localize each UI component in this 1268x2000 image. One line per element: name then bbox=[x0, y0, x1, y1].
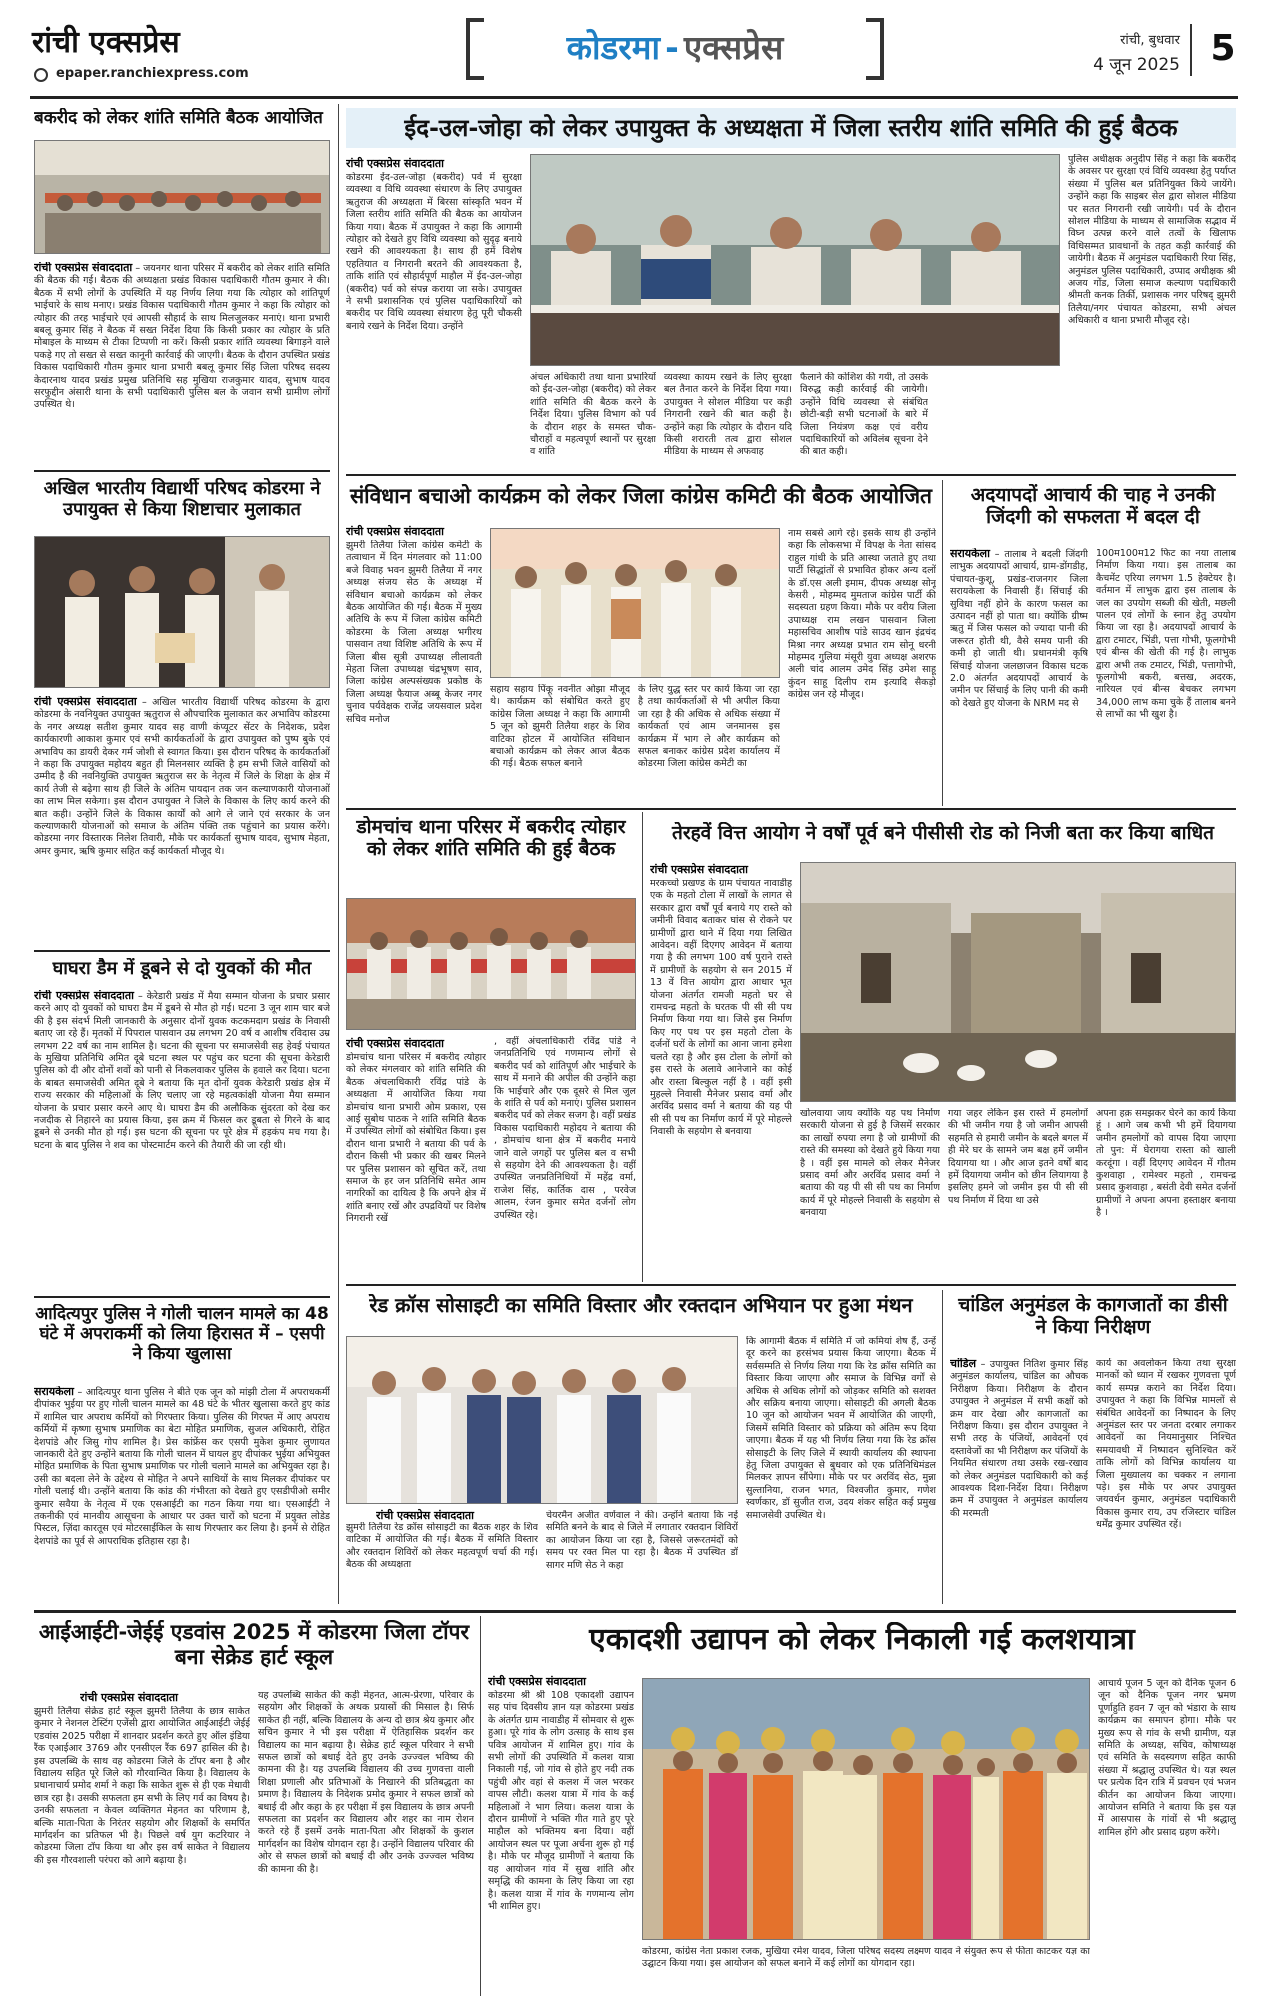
photo-a1 bbox=[34, 140, 330, 254]
byline-a11: रांची एक्सप्रेस संवाददाता bbox=[376, 1509, 475, 1522]
body-a5-col1: तालाब ने बदली जिंदगी लाभुक अदयापदों आचार्य, ग्राम-डोंगडीह, पंचायत-कुशू, प्रखंड-राजनगर जिला सरायकेला के निवासी हैं। सिंचाई की सुविधा नहीं होने के कारण फसल का उत्पादन नहीं हो पाता था। क्योंकि ग्रीष्म ऋतु में जिस फसल को ज्यादा पानी की जरूरत होती थी, वैसे समय पानी की कमी हो जाती थी। प्रधानमंत्री कृषि सिंचाई योजना जलछाजन विकास घटक 2.0 अंतर्गत अदयापदों आचार्य के जमीन पर सिंचाई के लिए पानी की कमी को देखते हुए योजना के NRM मद से bbox=[950, 549, 1088, 709]
dateline-date: 4 जून 2025 bbox=[1093, 55, 1180, 75]
photo-a4 bbox=[490, 528, 780, 678]
column-divider-left bbox=[338, 104, 339, 1604]
text-a8-col1: डोमचांच थाना परिसर में बकरीद त्योहार को लेकर मंगलवार को शांति समिति की बैठक अंचलाधिकारी रविंद्र पांडे के अध्यक्षता में आयोजित किया गया डोमचांच थाना प्रभारी ओम प्रकाश, एस आई सुबोध पाठक ने शांति समिति बैठक में उपस्थित लोगों को संबोधित किया। इस दौरान थाना प्रभारी ने बताया की पर्व के दौरान किसी भी प्रकार की खबर मिलने पर पुलिस प्रशासन को सूचित करें, तथा समाज के हर जन प्रतिनिधि समेत आम नागरिकों का दायित्व है कि अपने क्षेत्र में शांति बनाए रखें और उपद्रवियों पर विशेष निगरानी रखें bbox=[346, 1052, 486, 1225]
byline-a3: रांची एक्सप्रेस संवाददाता bbox=[34, 696, 137, 708]
text-a11-col3: कि आगामी बैठक में समिति में जो कमियां शेष हैं, उन्हें दूर करने का हरसंभव प्रयास किया जाएगा। बैठक में सर्वसम्मति से निर्णय लिया गया कि रेड क्रॉस समिति का विस्तार किया जाएगा और समाज के विभिन्न वर्गों से अधिक से अधिक लोगों को जोड़कर समिति को सशक्त और सक्रिय बनाया जाएगा। सोसाइटी की अगली बैठक 10 जून को आयोजन भवन में आयोजित की जाएगी, जिसमें समिति विस्तार को प्रक्रिया को अंतिम रूप दिया जाएगा। बैठक में यह भी निर्णय लिया गया कि रेड क्रॉस सोसाइटी के लिए जिले में स्थायी कार्यालय की स्थापना हेतु जिला उपायुक्त से बुधवार को एक प्रतिनिधिमंडल मिलकर ज्ञापन सौंपेगा। मौके पर पर अरविंद सेठ, मुन्ना सुल्तानिया, राजन भगत, विश्वजीत कुमार, गणेश स्वर्णकार, डॉ सुजीत राज, उदय शंकर सहित कई प्रमुख समाजसेवी उपस्थित थे। bbox=[746, 1336, 936, 1521]
byline-a10: सरायकेला bbox=[34, 1386, 74, 1398]
rule-bottom bbox=[34, 1610, 1236, 1613]
rule-a4 bbox=[346, 808, 1236, 810]
section-title-dash: - bbox=[665, 28, 679, 67]
masthead-logo: रांची एक्सप्रेस bbox=[32, 25, 180, 60]
column-divider-a9 bbox=[642, 812, 643, 1282]
text-a2-col4: फैलाने की कोशिश की गयी, तो उसके विरुद्ध कड़ी कार्रवाई की जायेगी। उन्होंने विधि व्यवस्था से संबंधित छोटी-बड़ी सभी घटनाओं के बारे में जिला नियंत्रण कक्ष एवं वरीय पदाधिकारियों को अविलंब सूचना देने की बात कही। bbox=[800, 372, 928, 458]
text-a11-col1: झुमरी तिलैया रेड क्रॉस सोसाइटी का बैठक शहर के शिव वाटिका में आयोजित की गई। बैठक में समिति विस्तार और रक्तदान शिविरों को लेकर महत्वपूर्ण चर्चा की गई। बैठक की अध्यक्षता bbox=[346, 1522, 538, 1571]
text-a4-col1: झुमरी तिलैया जिला कांग्रेस कमेटी के तत्वाधान में दिन मंगलवार को 11:00 बजे विवाह भवन झुमरी तिलैया में नगर अध्यक्ष संजय सेठ के अध्यक्ष में संविधान बचाओ कार्यक्रम को लेकर बैठक आयोजित की गई। बैठक में मुख्य अतिथि के रूप में जिला कांग्रेस कमिटी कोडरमा के जिला अध्यक्ष भगीरथ पासवान तथा विशिष्ट अतिथि के रूप में जिला बीस सूत्री उपाध्यक्ष लीलावती मेहता जिला उपाध्यक्ष चंद्रभूषण साव, जिला कांग्रेस अल्पसंख्यक प्रकोष्ठ के जिला अध्यक्ष फैयाज अब्बू केजर नगर चुनाव पर्यवेक्षक राजेंद्र जयसवाल प्रदेश सचिव मनोज bbox=[346, 540, 482, 725]
text-a4-col2: सहाय सहाय पिंकू नवनीत ओझा मौजूद थे। कार्यक्रम को संबोधित करते हुए कांग्रेस जिला अध्यक्ष ने कहा कि आगामी 5 जून को झुमरी तिलैया शहर के शिव वाटिका होटल में आयोजित संविधान बचाओ कार्यक्रम को लेकर आज बैठक की गई। बैठक सफल बनाने bbox=[490, 684, 630, 770]
headline-a13: आईआईटी-जेईई एडवांस 2025 में कोडरमा जिला टॉपर बना सेक्रेड हार्ट स्कूल bbox=[38, 1620, 470, 1669]
section-title-b: एक्सप्रेस bbox=[683, 28, 784, 67]
text-a9-col2: खोलवाया जाय क्योंकि यह पथ निर्माण सरकारी योजना से हुई है जिसमें सरकार का लाखों रुपया लगा है जो ग्रामीणों की रास्ते की समस्या को देखते हुये किया गया है । वहीं इस मामले को लेकर मैनेजर प्रसाद वर्मा और अरविंद प्रसाद वर्मा ने बताया की यह पी सी सी पथ का निर्माण कार्य में पूरे मोहल्ले निवासी के सहयोग से बनवाया bbox=[800, 1108, 940, 1219]
byline-a1: रांची एक्सप्रेस संवाददाता bbox=[34, 262, 133, 274]
headline-a11: रेड क्रॉस सोसाइटी का समिति विस्तार और रक्तदान अभियान पर हुआ मंथन bbox=[369, 1294, 913, 1317]
text-a2-col5: पुलिस अधीक्षक अनुदीप सिंह ने कहा कि बकरीद के अवसर पर सुरक्षा एवं विधि व्यवस्था हेतु पर्याप्त संख्या में पुलिस बल प्रतिनियुक्त किये जायेंगे। उन्होंने कहा कि साइबर सेल द्वारा सोशल मीडिया पर सतत निगरानी रखी जायेगी। पर्व के दौरान सोशल मीडिया के माध्यम से सामाजिक सद्भाव में विघ्न उत्पन्न करने वाले तत्वों के खिलाफ विधिसम्मत प्रावधानों के तहत कड़ी कार्रवाई की जायेगी। बैठक में अनुमंडल पदाधिकारी रिया सिंह, अनुमंडल पुलिस पदाधिकारी, उप्पाद अधीक्षक श्री अजय गोंड, जिला समाज कल्याण पदाधिकारी श्रीमती कनक तिर्की, प्रशासक नगर परिषद् झुमरी तिलैया/नगर पंचायत कोडरमा, सभी अंचल अधिकारी व थाना प्रभारी मौजूद रहे। bbox=[1068, 154, 1236, 327]
headline-a14: एकादशी उद्यापन को लेकर निकाली गई कलशयात्रा bbox=[589, 1622, 1135, 1657]
text-a2-col1: कोडरमा ईद-उल-जोहा (बकरीद) पर्व में सुरक्षा व्यवस्था व विधि व्यवस्था संधारण के लिए उपायुक्त ऋतुराज की अध्यक्षता में बिरसा सांस्कृति भवन में जिला स्तरीय शांति समिति की बैठक का आयोजन किया गया। बैठक में उपायुक्त ने कहा कि आगामी त्योहार को देखते हुए विधि व्यवस्था को सुदृढ़ बनाये रखने की आवश्यकता है। साथ ही हमें विशेष एहतियात व निगरानी बरतने की आवश्यकता है, ताकि शांति एवं सौहार्दपूर्ण माहौल में ईद-उल-जोहा (बकरीद) पर्व को संपन्न कराया जा सके। उपायुक्त ने सभी प्रशासनिक एवं पुलिस पदाधिकारियों को बकरीद पर विधि व्यवस्था संधारण हेतु पूरी चौकसी बनाये रखने के निर्देश दिया। उन्होंने bbox=[346, 172, 522, 332]
headline-a2: ईद-उल-जोहा को लेकर उपायुक्त के अध्यक्षता में जिला स्तरीय शांति समिति की हुई बैठक bbox=[346, 108, 1236, 148]
page-number: 5 bbox=[1210, 28, 1236, 69]
text-a12-col1: चांडिल – उपायुक्त नितिश कुमार सिंह अनुमंडल कार्यालय, चांडिल का औचक निरीक्षण किया। निरीक्षण के दौरान उपायुक्त ने अनुमंडल में सभी कक्षों को क्रम वार देखा और कागजातों का निरीक्षण किया। इस दौरान उपायुक्त ने सभी तरह के पंजियों, आवेदनों एवं दस्तावेजों का भी निरीक्षण कर पंजियों के नियमित संधारण तथा उसके रख-रखाव को लेकर अनुमंडल पदाधिकारी को कई आवश्यक दिशा-निर्देश दिया। निरीक्षण क्रम में उपायुक्त ने अनुमंडल कार्यालय की मरम्मती bbox=[950, 1358, 1088, 1519]
text-a13-col1: झुमरी तिलैया सेक्रेड हार्ट स्कूल झुमरी तिलैया के छात्र साकेत कुमार ने नेशनल टेस्टिंग एजेंसी द्वारा आयोजित आईआईटी जेईई एडवांस 2025 परीक्षा में शानदार प्रदर्शन करते हुए ऑल इंडिया रैंक एआईआर 3769 और एनसीएल रैंक 697 हासिल की है। इस उपलब्धि के साथ वह कोडरमा जिले के टॉपर बना है और विद्यालय सहित पूरे जिले को गौरवान्वित किया है। विद्यालय के प्रधानाचार्य प्रमोद शर्मा ने कहा कि साकेत शुरू से ही एक मेधावी छात्र रहा है। उसकी सफलता हम सभी के लिए गर्व का विषय है। उनकी सफलता न केवल व्यक्तिगत मेहनत का परिणाम है, बल्कि माता-पिता के निरंतर सहयोग और शिक्षकों के समर्पित मार्गदर्शन का प्रतिफल भी है। पिछले वर्ष युग कटरियार ने कोडरमा जिला टॉप किया था और इस वर्ष साकेत ने विद्यालय की इस गौरवशाली परंपरा को आगे बढ़ाया है। bbox=[34, 1706, 250, 1866]
text-a14-col3: आचार्य पूजन 5 जून को दैनिक पूजन 6 जून को दैनिक पूजन नगर भ्रमण पूर्णाहुति हवन 7 जून को भंडारा के साथ कार्यक्रम का समापन होगा। मौके पर मुख्य रूप से गांव के सभी ग्रामीण, यज्ञ समिति के अध्यक्ष, सचिव, कोषाध्यक्ष एवं समिति के सदस्यगण सहित काफी संख्या में श्रद्धालु उपस्थित थे। यज्ञ स्थल पर प्रत्येक दिन रात्रि में प्रवचन एवं भजन कीर्तन का आयोजन किया जाएगा। आयोजन समिति ने बताया कि इस यज्ञ में आसपास के गांवों से भी श्रद्धालु शामिल होंगे और प्रसाद ग्रहण करेंगे। bbox=[1098, 1678, 1236, 1838]
text-a5-col1: सरायकेला – तालाब ने बदली जिंदगी लाभुक अदयापदों आचार्य, ग्राम-डोंगडीह, पंचायत-कुशू, प्रखंड-राजनगर जिला सरायकेला के निवासी हैं। सिंचाई की सुविधा नहीं होने के कारण फसल का उत्पादन नहीं हो पाता था। क्योंकि ग्रीष्म ऋतु में जिस फसल को ज्यादा पानी की जरूरत होती थी, वैसे समय पानी की कमी हो जाती थी। प्रधानमंत्री कृषि सिंचाई योजना जलछाजन विकास घटक 2.0 अंतर्गत अदयापदों आचार्य के जमीन पर सिंचाई के लिए पानी की कमी को देखते हुए योजना के NRM मद से bbox=[950, 548, 1088, 709]
text-a10: सरायकेला – आदित्यपुर थाना पुलिस ने बीते एक जून को मांझी टोला में अपराधकर्मी दीपांकर भुईया पर हुए गोली चालन मामले का 48 घंटे के भीतर खुलासा करते हुए कांड में शामिल चार अपराध कर्मियों को गिरफ्तार किया। पुलिस की गिरफ्त में आए अपराध कर्मियों में कृष्णा सुभाष प्रमाणिक का बेटा मोहित प्रमाणिक, सुजल अधिकारी, रोहित देशपांडे और जिसु गोप शामिल है। प्रेस कांफ्रेंस कर एसपी मुकेश कुमार लुणायत जानकारी देते हुए उन्होंने बताया कि गोली चालन में घायल हुए दीपांकर भुईया अभियुक्त मोहित प्रमाणिक के पिता सुभाष प्रमाणिक पर गोली चलाने मामले का अभियुक्त रहा है। उसी का बदला लेने के उद्देश्य से मोहित ने अपने साथियों के साथ मिलकर दीपांकर पर गोली चलाई थी। उन्होंने बताया कि कांड की गंभीरता को देखते हुए एसडीपीओ समीर कुमार सवैया के नेतृत्व में एक एसआईटी का गठन किया गया था। एसआईटी ने तकनीकी एवं मानवीय आसूचना के आधार पर उक्त चारों को घटना में प्रयुक्त लोडेड पिस्टल, ज़िंदा कारतूस एवं मोटरसाईकिल के साथ गिरफ्तार कर लिया है। इनमें से रोहित देशपांडे का पूर्व से आपराधिक इतिहास रहा है। bbox=[34, 1386, 330, 1547]
text-a11-col2: चेयरमैन अजीत वर्णवाल ने की। उन्होंने बताया कि नई समिति बनने के बाद से जिले में लगातार रक्तदान शिविरों का आयोजन किया जा रहा है, जिससे जरूरतमंदों को समय पर रक्त मिल पा रहा है। बैठक में उपस्थित डॉ सागर मणि सेठ ने कहा bbox=[546, 1510, 738, 1571]
body-a10: आदित्यपुर थाना पुलिस ने बीते एक जून को मांझी टोला में अपराधकर्मी दीपांकर भुईया पर हुए गोली चालन मामले का 48 घंटे के भीतर खुलासा करते हुए कांड में शामिल चार अपराध कर्मियों को गिरफ्तार किया। पुलिस की गिरफ्त में आए अपराध कर्मियों में कृष्णा सुभाष प्रमाणिक का बेटा मोहित प्रमाणिक, सुजल अधिकारी, रोहित देशपांडे और जिसु गोप शामिल है। प्रेस कांफ्रेंस कर एसपी मुकेश कुमार लुणायत जानकारी देते हुए उन्होंने बताया कि गोली चालन में घायल हुए दीपांकर भुईया अभियुक्त मोहित प्रमाणिक के पिता सुभाष प्रमाणिक पर गोली चलाने मामले का अभियुक्त रहा है। उसी का बदला लेने के उद्देश्य से मोहित ने अपने साथियों के साथ मिलकर दीपांकर पर गोली चलाई थी। उन्होंने बताया कि कांड की गंभीरता को देखते हुए एसडीपीओ समीर कुमार सवैया के नेतृत्व में एक एसआईटी का गठन किया गया था। एसआईटी ने तकनीकी एवं मानवीय आसूचना के आधार पर उक्त चारों को घटना में प्रयुक्त लोडेड पिस्टल, ज़िंदा कारतूस एवं मोटरसाईकिल के साथ गिरफ्तार कर लिया है। इनमें से रोहित देशपांडे का पूर्व से आपराधिक इतिहास रहा है। bbox=[34, 1387, 330, 1547]
caption-a14: कोडरमा, कांग्रेस नेता प्रकाश रजक, मुखिया रमेश यादव, जिला परिषद सदस्य लक्ष्मण यादव ने संयुक्त रूप से फीता काटकर यज्ञ का उद्घाटन किया गया। इस आयोजन को सफल बनाने में कई लोगों का योगदान रहा। bbox=[642, 1946, 1090, 1970]
text-a8-col2: , वहीं अंचलाधिकारी रविंद्र पांडे ने जनप्रतिनिधि एवं गणमान्य लोगों से बकरीद पर्व को शांतिपूर्ण और भाईचारे के साथ में मनाने की अपील की उन्होंने कहा कि भाईचारे और एक दूसरे से मिल जुल के शांति से पर्व को मनाएं। पुलिस प्रशासन बकरीद पर्व को लेकर सजग है। वहीं प्रखंड विकास पदाधिकारी महोदय ने बताया की , डोमचांच थाना क्षेत्र में बकरीद मनाये जाने वाले जगहों पर पुलिस बल व सभी से सहयोग देने की आवश्यकता है। वहीं उपस्थित जनप्रतिनिधियों में महेंद्र वर्मा, राजेश सिंह, कार्तिक दास , परवेज आलम, रंजन कुमार समेत दर्जनों लोग उपस्थित रहे। bbox=[494, 1036, 636, 1221]
body-a3: अखिल भारतीय विद्यार्थी परिषद कोडरमा के द्वारा कोडरमा के नवनियुक्त उपायुक्त ऋतुराज से औपचारिक मुलाकात कर अभाविप कोडरमा के नगर अध्यक्ष सतीश कुमार यादव सह वाणी कंप्यूटर सेंटर के निदेशक, प्रदेश कार्यकारणी आकाश कुमार एवं सभी कार्यकर्ताओं के द्वारा उपायुक्त को पुष्प बुके एवं अभाविप का डायरी देकर गर्म जोशी से स्वागत किया। इस दौरान परिषद के कार्यकर्ताओं ने कहा कि उपायुक्त महोदय बहुत ही मिलनसार व्यक्ति है हम सभी जिले वासियों को उम्मीद है की नवनियुक्ति उपायुक्त ऋतुराज सर के नेतृत्व में जिले के शिक्षा के क्षेत्र में कार्य तेजी से बढ़ेगा साथ ही जिले के अंतिम पायदान तक जन कल्याणकारी योजनाओं का लाभ मिल सकेगा। इस दौरान उपायुक्त ने जिले के विकास के लिए कार्य करने की बात कही। उन्होंने जिले के विकास कार्यों को आगे ले जाने एवं सरकार के जन कल्याणकारी योजनाओं को समाज के अंतिम पंक्ति तक पहुंचाने का प्रयास करेंगे। कोडरमा नगर विस्तारक निलेश तिवारी, मौके पर कार्यकर्ता सुभाष यादव, सुभाष मेहता, अमर कुमार, ऋषि कुमार सहित कई कार्यकर्ता मौजूद थे। bbox=[34, 697, 330, 857]
photo-a9 bbox=[800, 862, 1236, 1102]
photo-a14 bbox=[642, 1678, 1090, 1940]
headline-a4: संविधान बचाओ कार्यक्रम को लेकर जिला कांग्रेस कमिटी की बैठक आयोजित bbox=[349, 484, 933, 508]
rule-a9 bbox=[346, 1284, 1236, 1286]
bracket-right bbox=[866, 18, 884, 80]
headline-a3: अखिल भारतीय विद्यार्थी परिषद कोडरमा ने उपायुक्त से किया शिष्टाचार मुलाकात bbox=[43, 478, 321, 521]
photo-a11 bbox=[346, 1336, 738, 1504]
rule-a1 bbox=[34, 470, 330, 472]
body-a1: जयनगर थाना परिसर में बकरीद को लेकर शांति समिति की बैठक की गई। बैठक की अध्यक्षता प्रखंड विकास पदाधिकारी गौतम कुमार ने की। बैठक में सभी लोगों के उपस्थिति में यह निर्णय लिया गया कि त्योहार को शांतिपूर्ण भाईचारे के साथ मनाए। प्रखंड विकास पदाधिकारी गौतम कुमार ने कहा कि त्योहार को त्योहार की तरह भाईचारे एवं आपसी सौहार्द के साथ मिलजुलकर मनाएं। थाना प्रभारी बबलू कुमार सिंह ने बैठक में सख्त निर्देश दिया कि किसी प्रकार का त्योहार के प्रति मोबाइल के माध्यम से टीका टिप्पणी ना करें। किसी प्रकार शांति व्यवस्था बिगाड़ने वाले पकड़े गए तो सख्त से सख्त कानूनी कार्रवाई की जाएगी। बैठक के दौरान उपस्थित प्रखंड विकास पदाधिकारी गौतम कुमार थाना प्रभारी बबलू कुमार सिंह जिला परिषद सदस्य केदारनाथ यादव प्रखंड प्रमुख प्रतिनिधि सह मुखिया राजकुमार यादव, सुभाष यादव सरफुद्दीन अंसारी थाना के सभी पदाधिकारी पुलिस बल के जवान सभी ग्रामीण लोगों उपस्थित थे। bbox=[34, 263, 330, 411]
section-title-a: कोडरमा bbox=[566, 28, 660, 67]
headline-a12: चांडिल अनुमंडल के कागजातों का डीसी ने किया निरीक्षण bbox=[958, 1294, 1228, 1339]
headline-a7: घाघरा डैम में डूबने से दो युवकों की मौत bbox=[52, 958, 312, 979]
text-a3: रांची एक्सप्रेस संवाददाता – अखिल भारतीय विद्यार्थी परिषद कोडरमा के द्वारा कोडरमा के नवनियुक्त उपायुक्त ऋतुराज से औपचारिक मुलाकात कर अभाविप कोडरमा के नगर अध्यक्ष सतीश कुमार यादव सह वाणी कंप्यूटर सेंटर के निदेशक, प्रदेश कार्यकारणी आकाश कुमार एवं सभी कार्यकर्ताओं के द्वारा उपायुक्त को पुष्प बुके एवं अभाविप का डायरी देकर गर्म जोशी से स्वागत किया। इस दौरान परिषद के कार्यकर्ताओं ने कहा कि उपायुक्त महोदय बहुत ही मिलनसार व्यक्ति है हम सभी जिले वासियों को उम्मीद है की नवनियुक्ति उपायुक्त ऋतुराज सर के नेतृत्व में जिले के शिक्षा के क्षेत्र में कार्य तेजी से बढ़ेगा साथ ही जिले के अंतिम पायदान तक जन कल्याणकारी योजनाओं का लाभ मिल सकेगा। इस दौरान उपायुक्त ने जिले के विकास के लिए कार्य करने की बात कही। उन्होंने जिले के विकास कार्यों को आगे ले जाने एवं सरकार के जन कल्याणकारी योजनाओं को समाज के अंतिम पंक्ति तक पहुंचाने का प्रयास करेंगे। कोडरमा नगर विस्तारक निलेश तिवारी, मौके पर कार्यकर्ता सुभाष यादव, सुभाष मेहता, अमर कुमार, ऋषि कुमार सहित कई कार्यकर्ता मौजूद थे। bbox=[34, 696, 330, 857]
bracket-left bbox=[466, 18, 484, 80]
photo-a3 bbox=[34, 536, 330, 688]
headline-a8: डोमचांच थाना परिसर में बकरीद त्योहार को लेकर शांति समिति की हुई बैठक bbox=[356, 816, 626, 861]
globe-icon bbox=[34, 68, 48, 82]
byline-a2: रांची एक्सप्रेस संवाददाता bbox=[346, 157, 445, 170]
byline-a9: रांची एक्सप्रेस संवाददाता bbox=[650, 863, 749, 876]
byline-a12: चांडिल bbox=[950, 1358, 977, 1370]
text-a12-col2: कार्य का अवलोकन किया तथा सुरक्षा मानकों को ध्यान में रखकर गुणवत्ता पूर्ण कार्य सम्पन्न कराने का निर्देश दिया। उपायुक्त ने कहा कि विभिन्न मामलों से संबंधित आवेदनों का निष्पादन के लिए अनुमंडल स्तर पर जनता दरबार लगाकर आवेदनों का नियमानुसार निश्चित समयावधी में निष्पादन सुनिश्चित करें ताकि लोगों को विभिन्न कार्यालय या जिला मुख्यालय का चक्कर न लगाना पड़े। इस मौके पर अपर उपायुक्त जयवर्धन कुमार, अनुमंडल पदाधिकारी विकास कुमार राय, उप रजिस्टार चांडिल धर्मेंद्र कुमार उपस्थित रहें। bbox=[1096, 1358, 1236, 1531]
rule-a2 bbox=[346, 474, 1236, 476]
byline-a14: रांची एक्सप्रेस संवाददाता bbox=[488, 1675, 587, 1688]
text-a4-col4: नाम सबसे आगे रहे। इसके साथ ही उन्होंने कहा कि लोकसभा में विपक्ष के नेता सांसद राहुल गांधी के प्रति आस्था जताते हुए तथा पार्टी सिद्धांतों से प्रभावित होकर अन्य दलों के डॉ.एस अली इमाम, दीपक अध्यक्ष सोनू केसरी , मोहम्मद मुमताज कांग्रेस पार्टी की सदस्यता ग्रहण किया। मौके पर वरीय जिला उपाध्यक्ष राम लखन पासवान जिला महासचिव आशीष पांडे साउद खान इंद्रचंद मिश्रा नगर अध्यक्ष प्रभात राम सोनू धरनी मोहम्मद गुलिया मंसूरी युवा अध्यक्ष अशरफ अली चांद आलम उमेद सिंह उमेश साहू कुंदन साहू दिलीप राम इत्यादि सैकड़ो कांग्रेस जन रहे मौजूद। bbox=[788, 528, 936, 701]
text-a1: रांची एक्सप्रेस संवाददाता – जयनगर थाना परिसर में बकरीद को लेकर शांति समिति की बैठक की गई। बैठक की अध्यक्षता प्रखंड विकास पदाधिकारी गौतम कुमार ने की। बैठक में सभी लोगों के उपस्थिति में यह निर्णय लिया गया कि त्योहार को शांतिपूर्ण भाईचारे के साथ मनाए। प्रखंड विकास पदाधिकारी गौतम कुमार ने कहा कि त्योहार को त्योहार की तरह भाईचारे एवं आपसी सौहार्द के साथ मिलजुलकर मनाएं। थाना प्रभारी बबलू कुमार सिंह ने बैठक में सख्त निर्देश दिया कि किसी प्रकार का त्योहार के प्रति मोबाइल के माध्यम से टीका टिप्पणी ना करें। किसी प्रकार शांति व्यवस्था बिगाड़ने वाले पकड़े गए तो सख्त से सख्त कानूनी कार्रवाई की जाएगी। बैठक के दौरान उपस्थित प्रखंड विकास पदाधिकारी गौतम कुमार थाना प्रभारी बबलू कुमार सिंह जिला परिषद सदस्य केदारनाथ यादव प्रखंड प्रमुख प्रतिनिधि सह मुखिया राजकुमार यादव, सुभाष यादव सरफुद्दीन अंसारी थाना के सभी पदाधिकारी पुलिस बल के जवान सभी ग्रामीण लोगों उपस्थित थे। bbox=[34, 262, 330, 411]
headline-a9: तेरहवें वित्त आयोग ने वर्षों पूर्व बने पीसीसी रोड को निजी बता कर किया बाधित bbox=[671, 822, 1214, 844]
text-a14-col1: कोडरमा श्री श्री 108 एकादशी उद्यापन सह पांच दिवसीय ज्ञान यज्ञ कोडरमा प्रखंड के अंतर्गत ग्राम नावाडीह में सोमवार से शुरू हुआ। पूरे गांव के लोग उत्साह के साथ इस पवित्र आयोजन में शामिल हुए। गांव के सभी लोगों की उपस्थिति में कलश यात्रा निकाली गई, जो गांव से होते हुए नदी तक पहुंची और वहां से कलश में जल भरकर वापस लौटी। कलश यात्रा में गांव के कई महिलाओं ने भाग लिया। कलश यात्रा के दौरान ग्रामीणों ने भक्ति गीत गाते हुए पूरे माहौल को भक्तिमय बना दिया। वहीं आयोजन स्थल पर पूजा अर्चना शुरू हो गई है। मौके पर मौजूद ग्रामीणों ने बताया कि यह आयोजन गांव में सुख शांति और समृद्धि की कामना के लिए किया जा रहा है। कलश यात्रा में गांव के गणमान्य लोग भी शामिल हुए। bbox=[488, 1690, 634, 1912]
dateline-city: रांची, बुधवार bbox=[1120, 33, 1180, 48]
text-a9-col4: अपना हक़ समझकर घेरने का कार्य किया हूं । आगे जब कभी भी हमें दियागया जमीन हमलोगों को वापस दिया जाएगा तो पुन: में घेरागया रास्ता को खाली करदूंगा । वहीं दिएगए आवेदन में गौतम कुशवाहा , रामेश्वर महतो , रामचन्द्र प्रसाद कुशवाहा , बसंती देवी समेत दर्जनों ग्रामीणों ने अपना अपना हस्ताक्षर बनाया है । bbox=[1096, 1108, 1236, 1219]
headline-a1: बकरीद को लेकर शांति समिति बैठक आयोजित bbox=[34, 108, 323, 128]
body-a12-col1: उपायुक्त नितिश कुमार सिंह अनुमंडल कार्यालय, चांडिल का औचक निरीक्षण किया। निरीक्षण के दौरान उपायुक्त ने अनुमंडल में सभी कक्षों को क्रम वार देखा और कागजातों का निरीक्षण किया। इस दौरान उपायुक्त ने सभी तरह के पंजियों, आवेदनों एवं दस्तावेजों का भी निरीक्षण कर पंजियों के नियमित संधारण तथा उसके रख-रखाव को लेकर अनुमंडल पदाधिकारी को कई आवश्यक दिशा-निर्देश दिया। निरीक्षण क्रम में उपायुक्त ने अनुमंडल कार्यालय की मरम्मती bbox=[950, 1359, 1088, 1519]
text-a7: रांची एक्सप्रेस संवाददाता – केरेडारी प्रखंड में मैया सम्मान योजना के प्रचार प्रसार करने आए दो युवकों को घाघरा डैम में डूबने से मौत हो गई। घटना 3 जून शाम चार बजे की है इस संदर्भ मिली जानकारी के अनुसार दोनों युवक कटकमदाग प्रखंड के निवासी बताए जा रहे हैं। मृतकों में पिपराल पासवान उम्र लगभग 20 वर्ष व आशीष रविदास उम्र लगभग 22 वर्ष का नाम शामिल है। घटना की सूचना पर समाजसेवी सह हेवई पंचायत के मुखिया प्रतिनिधि अमित दूबे घटना स्थल पर पहुंच कर घटना की सूचना केरेडारी पुलिस को दी और दोनों शवों को पानी से निकलवाकर पुलिस के हवाले कर दिया। घटना के बाबत समाजसेवी अमित दूबे ने बताया कि मृत दोनों युवक केरेडारी प्रखंड क्षेत्र में राज्य सरकार की महिलाओं के लिए चलाए जा रहे महत्वकांक्षी योजना मैया सम्मान योजना के प्रचार प्रसार करने आए थे। घाघरा डैम की अलौकिक सुंदरता को देख कर नजदीक से निहारने का प्रयास किया, इस क्रम में फिसल कर डूबता से गिरने के बाद डूबने से उनकी मौत हो गई। इस घटना की सूचना पर पूरे क्षेत्र में हड़कंप मच गया है। घटना के बाद पुलिस ने शव का पोस्टमार्टम करने की तैयारी की जा रही थी। bbox=[34, 990, 330, 1151]
column-divider-a14 bbox=[480, 1616, 481, 1996]
rule-a3 bbox=[34, 950, 330, 952]
byline-a4: रांची एक्सप्रेस संवाददाता bbox=[346, 525, 445, 538]
body-a7: केरेडारी प्रखंड में मैया सम्मान योजना के प्रचार प्रसार करने आए दो युवकों को घाघरा डैम में डूबने से मौत हो गई। घटना 3 जून शाम चार बजे की है इस संदर्भ मिली जानकारी के अनुसार दोनों युवक कटकमदाग प्रखंड के निवासी बताए जा रहे हैं। मृतकों में पिपराल पासवान उम्र लगभग 20 वर्ष व आशीष रविदास उम्र लगभग 22 वर्ष का नाम शामिल है। घटना की सूचना पर समाजसेवी सह हेवई पंचायत के मुखिया प्रतिनिधि अमित दूबे घटना स्थल पर पहुंच कर घटना की सूचना केरेडारी पुलिस को दी और दोनों शवों को पानी से निकलवाकर पुलिस के हवाले कर दिया। घटना के बाबत समाजसेवी अमित दूबे ने बताया कि मृत दोनों युवक केरेडारी प्रखंड क्षेत्र में राज्य सरकार की महिलाओं के लिए चलाए जा रहे महत्वकांक्षी योजना मैया सम्मान योजना के प्रचार प्रसार करने आए थे। घाघरा डैम की अलौकिक सुंदरता को देख कर नजदीक से निहारने का प्रयास किया, इस क्रम में फिसल कर डूबता से गिरने के बाद डूबने से उनकी मौत हो गई। इस घटना की सूचना पर पूरे क्षेत्र में हड़कंप मच गया है। घटना के बाद पुलिस ने शव का पोस्टमार्टम करने की तैयारी की जा रही थी। bbox=[34, 991, 330, 1151]
text-a2-col2: अंचल अधिकारी तथा थाना प्रभारियों को ईद-उल-जोहा (बकरीद) को लेकर शांति समिति की बैठक करने के निर्देश दिया। पुलिस विभाग को पर्व के दौरान शहर के समस्त चौक-चौराहों व महत्वपूर्ण स्थानों पर सुरक्षा व शांति bbox=[530, 372, 656, 458]
text-a13-col2: यह उपलब्धि साकेत की कड़ी मेहनत, आत्म-प्रेरणा, परिवार के सहयोग और शिक्षकों के अथक प्रयासों की मिसाल है। सिर्फ साकेत ही नहीं, बल्कि विद्यालय के अन्य दो छात्र श्रेय कुमार और सचिन कुमार ने भी इस परीक्षा में ऐतिहासिक प्रदर्शन कर विद्यालय का मान बढ़ाया है। सेक्रेड हार्ट स्कूल परिवार ने सभी सफल छात्रों को बधाई देते हुए उनके उज्ज्वल भविष्य की कामना की है। यह उपलब्धि विद्यालय की उच्च गुणवत्ता वाली शिक्षा प्रणाली और प्रतिभाओं के निखारने की प्रतिबद्धता का प्रमाण है। विद्यालय के निदेशक प्रमोद कुमार ने सफल छात्रों को बधाई दी और कहा के हर परीक्षा में इस विद्यालय के छात्र अपनी सफलता का प्रदर्शन कर विद्यालय और शहर का नाम रोशन करते रहे हैं इसमें उनके माता-पिता और शिक्षकों के कुशल मार्गदर्शन का विशेष योगदान रहा है। उन्होंने विद्यालय परिवार की ओर से सफल छात्रों को बधाई दी और उनके उज्ज्वल भविष्य की कामना की है। bbox=[258, 1690, 474, 1875]
byline-a8: रांची एक्सप्रेस संवाददाता bbox=[346, 1037, 445, 1050]
section-title bbox=[490, 24, 860, 76]
rule-a7 bbox=[34, 1296, 330, 1298]
masthead bbox=[0, 0, 1268, 96]
byline-a7: रांची एक्सप्रेस संवाददाता bbox=[34, 990, 134, 1002]
photo-a8 bbox=[346, 898, 636, 1030]
text-a4-col3: के लिए युद्ध स्तर पर कार्य किया जा रहा है तथा कार्यकर्ताओं से भी अपील किया जा रहा है की अधिक से अधिक संख्या में कार्यकर्ता एवं आम जनमानस इस कार्यक्रम में भाग ले और कार्यक्रम को सफल बनाकर कांग्रेस प्रदेश कार्यालय में कोडरमा जिला कांग्रेस कमेटी का bbox=[638, 684, 780, 770]
masthead-rule bbox=[30, 96, 1238, 99]
column-divider-a12 bbox=[942, 1290, 943, 1604]
epaper-link[interactable]: epaper.ranchiexpress.com bbox=[56, 66, 249, 81]
text-a5-col2: 100म100म12 फिट का नया तालाब निर्माण किया गया। इस तालाब का कैचमेंट एरिया लगभग 1.5 हेक्टेयर है। वर्तमान में लाभुक द्वारा इस तालाब के जल का उपयोग सब्जी की खेती, मछली पालन एवं लोगों के स्नान हेतु उपयोग किया जा रहा है। अदयापदों आचार्य के द्वारा टमाटर, भिंडी, पत्ता गोभी, फूलगोभी एवं बीन्स की खेती की गई है। लाभुक द्वारा अभी तक टमाटर, भिंडी, पत्तागोभी, फूलगोभी बकरी, बत्तख, अदरक, नारियल एवं बीन्स बेचकर लगभग 34,000 लाभ कमा चुके हैं तालाब बनने से लाभों का भी खुश है। bbox=[1096, 548, 1236, 721]
page-divider bbox=[1190, 24, 1192, 76]
photo-a2 bbox=[530, 154, 1060, 366]
column-divider-a5 bbox=[942, 480, 943, 806]
headline-a5: अदयापदों आचार्य की चाह ने उनकी जिंदगी को सफलता में बदल दी bbox=[970, 484, 1216, 529]
text-a9-col3: गया जहर लेकिन इस रास्ते में हमलोगों की भी जमीन गया है जो जमीन आपसी सहमति से हमारी जमीन के बदले बगल में ही मेरे घर के सामने जम बक्ष हमें जमीन दियागया था । और आज इतने वर्षों बाद हमें दियागया जमीन को छीन लियागया है इसलिए हमने जो जमीन इस पी सी सी पथ निर्माण में दिया था उसे bbox=[948, 1108, 1088, 1206]
byline-a5: सरायकेला bbox=[950, 548, 990, 560]
text-a2-col3: व्यवस्था कायम रखने के लिए सुरक्षा बल तैनात करने के निर्देश दिया गया। उपायुक्त ने सोशल मीडिया पर कड़ी निगरानी रखने की बात कही है। उन्होंने कहा कि त्योहार के दौरान यदि किसी शरारती तत्व द्वारा सोशल मीडिया के माध्यम से अफवाह bbox=[664, 372, 792, 458]
text-a9-col1: मरकच्चो प्रखण्ड के ग्राम पंचायत नावाडीह एक के महतो टोला में लाखों के लागत से सरकार द्वारा वर्षों पूर्व बनाये गए रास्ते को जमीनी विवाद बताकर घांस से रोकने पर ग्रामीणों द्वारा थाने में दिया गया लिखित आवेदन। वहीं दिएगए आवेदन में बताया गया है की लगभग 100 वर्ष पुराने रास्ते में ग्रामीणों के सहयोग से सन 2015 में 13 वें वित्त आयोग द्वारा आधार भूत योजना अंतर्गत रामजी महतो घर से रामचन्द्र महतो के घरतक पी सी सी पथ निर्माण किया गया था। जिसे इस निर्माण किए गए पथ पर इस महतो टोला के दर्जनों घरों के लोगों का आना जाना हमेशा चलते रहा है और इस टोला के लोगों को इस रास्ते के अलावे आनेजाने का कोई और रास्ता बिल्कुल नहीं है । वहीं इसी मुहल्ले निवासी मैनेजर प्रसाद वर्मा और अरविंद प्रसाद वर्मा ने बताया की यह पी सी सी पथ का निर्माण कार्य में पूरे मोहल्ले निवासी के सहयोग से बनवाया bbox=[650, 878, 792, 1138]
byline-a13: रांची एक्सप्रेस संवाददाता bbox=[80, 1691, 179, 1704]
headline-a10: आदित्यपुर पुलिस ने गोली चालन मामले का 48 घंटे में अपराकर्मी को लिया हिरासत में – एसपी ने किया खुलासा bbox=[35, 1304, 329, 1365]
